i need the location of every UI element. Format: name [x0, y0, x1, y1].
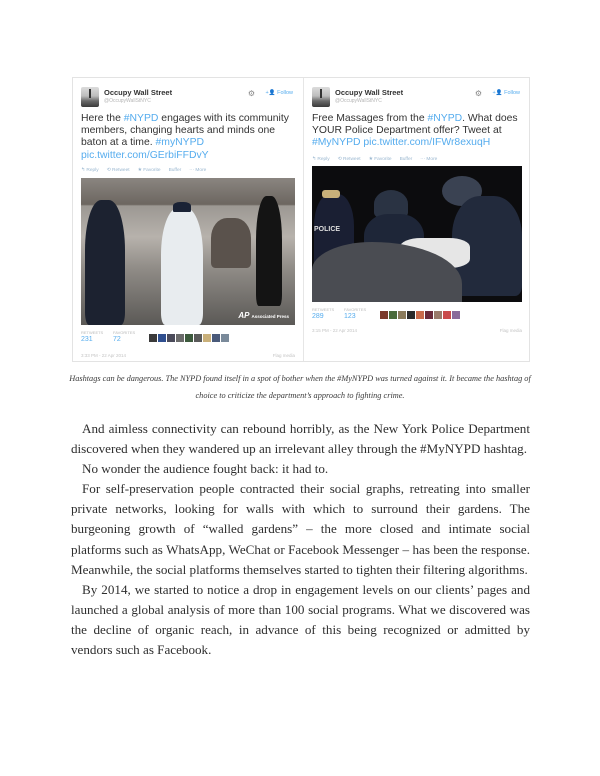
figure-caption: Hashtags can be dangerous. The NYPD found itself in a spot of bother when the #MyNYPD was turned against it. It became the hashtag of choice to criticize the department’s approach to fighting crime. — [69, 374, 531, 400]
favorite-icon: ★ — [368, 157, 375, 162]
paragraph: And aimless connectivity can rebound horribly, as the New York Police Department discovered when they wandered up an irrelevant alley through the #MyNYPD hashtag. — [71, 421, 530, 457]
retweets-label: RETWEETS — [81, 330, 104, 335]
avatar[interactable] — [312, 87, 330, 107]
action-favorite[interactable] — [369, 157, 392, 162]
tweet-header — [312, 87, 522, 109]
retweeter-avatar[interactable] — [221, 334, 229, 342]
follow-button[interactable] — [493, 90, 521, 96]
retweeter-avatar[interactable] — [167, 334, 175, 342]
account-handle: @OccupyWallStNYC — [335, 98, 382, 104]
tweet-actions — [312, 157, 445, 162]
action-label: Retweet — [111, 168, 130, 173]
hashtag-link[interactable]: #myNYPD — [155, 137, 205, 149]
reply-icon: ↰ — [81, 168, 87, 173]
hashtag-link[interactable]: #NYPD — [427, 113, 463, 124]
favorites-value: 72 — [113, 336, 121, 343]
paragraph: By 2014, we started to notice a drop in engagement levels on our clients’ pages and launched a global analysis of more than 100 social programs. What we discovered was the decline of organic reach, in advance of this being recognized or admitted by vendors such as Facebook. — [71, 581, 530, 658]
action-label: More — [195, 168, 207, 173]
action-label: Buffer — [168, 168, 182, 173]
action-label: Reply — [317, 157, 330, 162]
tweet-text-span: Free Massages from the — [312, 113, 428, 124]
pic-link[interactable]: pic.twitter.com/GErbiFFDvY — [81, 149, 209, 161]
tweet-photo[interactable] — [312, 166, 522, 302]
retweeter-avatar[interactable] — [149, 334, 157, 342]
retweeter-avatar[interactable] — [389, 311, 397, 319]
favorites-label: FAVORITES — [113, 330, 136, 335]
tweet-screenshot-figure — [72, 77, 530, 362]
retweet-count[interactable] — [81, 330, 103, 343]
tweet-card-right — [304, 78, 530, 361]
paragraph: No wonder the audience fought back: it had to. — [82, 461, 329, 477]
retweeter-avatar[interactable] — [380, 311, 388, 319]
tweet-text — [81, 113, 297, 162]
tweet-text-span: . What does YOUR Police Department offer? Tweet at — [312, 113, 518, 137]
photo-figure-officer — [161, 208, 203, 325]
retweeter-avatar[interactable] — [407, 311, 415, 319]
paragraph: For self-preservation people contracted their social graphs, retreating into smaller private networks, looking for walls with which to surround their gardens. The burgeoning growth of “walled gardens” – the more closed and intimate social platforms such as WhatsApp, WeChat or Facebook Messenger – has been the response. Meanwhile, the social platforms themselves started to tighten their filtering algorithms. — [71, 481, 530, 577]
action-buffer[interactable] — [169, 168, 182, 173]
action-buffer[interactable] — [400, 157, 413, 162]
tweet-timestamp[interactable]: 3:15 PM - 22 Apr 2014 — [312, 328, 358, 333]
ap-logo: AP Associated Press — [238, 311, 289, 320]
retweets-value: 231 — [81, 336, 93, 343]
account-handle: @OccupyWallStNYC — [104, 98, 151, 104]
follow-icon: +👤 — [265, 90, 278, 96]
photo-crowd — [211, 218, 251, 268]
action-more[interactable] — [420, 157, 437, 162]
retweet-icon: ⟲ — [337, 157, 343, 162]
action-favorite[interactable] — [138, 168, 161, 173]
action-reply[interactable] — [312, 157, 330, 162]
favorites-label: FAVORITES — [344, 307, 367, 312]
favorite-count[interactable] — [344, 307, 366, 320]
retweeter-avatar[interactable] — [203, 334, 211, 342]
follow-icon: +👤 — [492, 90, 505, 96]
tweet-header — [81, 87, 295, 109]
body-text — [71, 419, 530, 660]
tweet-timestamp[interactable]: 3:33 PM - 22 Apr 2014 — [81, 353, 127, 358]
pic-link[interactable]: pic.twitter.com/IFWr8exuqH — [363, 137, 491, 149]
hashtag-link[interactable]: #NYPD — [123, 113, 159, 124]
action-retweet[interactable] — [107, 168, 130, 173]
favorite-count[interactable] — [113, 330, 135, 343]
action-reply[interactable] — [81, 168, 99, 173]
tweet-footer — [81, 353, 295, 358]
retweeter-avatar[interactable] — [194, 334, 202, 342]
tweet-actions — [81, 168, 214, 173]
account-name[interactable]: Occupy Wall Street — [104, 88, 173, 97]
favorites-value: 123 — [344, 313, 356, 320]
action-label: Buffer — [399, 157, 413, 162]
action-label: More — [426, 157, 438, 162]
retweeter-avatar[interactable] — [185, 334, 193, 342]
tweet-stats — [81, 330, 295, 354]
retweeter-avatar[interactable] — [434, 311, 442, 319]
account-name[interactable]: Occupy Wall Street — [335, 88, 404, 97]
photo-officer-hat — [322, 190, 340, 198]
retweeter-avatar[interactable] — [398, 311, 406, 319]
retweeter-avatars — [149, 334, 229, 342]
retweeter-avatar[interactable] — [176, 334, 184, 342]
tweet-text-span: Here the — [81, 113, 124, 124]
retweeter-avatar[interactable] — [452, 311, 460, 319]
retweeter-avatar[interactable] — [425, 311, 433, 319]
more-icon: ⋯ — [420, 157, 427, 162]
action-more[interactable] — [189, 168, 206, 173]
retweeter-avatar[interactable] — [158, 334, 166, 342]
follow-label: Follow — [277, 90, 293, 96]
more-icon: ⋯ — [189, 168, 196, 173]
retweet-icon: ⟲ — [106, 168, 112, 173]
action-label: Reply — [86, 168, 99, 173]
retweeter-avatars — [380, 311, 460, 319]
tweet-photo[interactable] — [81, 178, 295, 325]
flag-media-link[interactable]: Flag media — [499, 328, 522, 333]
gear-icon[interactable]: ⚙ — [474, 89, 482, 98]
retweets-label: RETWEETS — [312, 307, 335, 312]
retweet-count[interactable] — [312, 307, 334, 320]
follow-label: Follow — [504, 90, 520, 96]
gear-icon[interactable]: ⚙ — [247, 89, 255, 98]
flag-media-link[interactable]: Flag media — [272, 353, 295, 358]
tweet-text-span: engages with its community members, changing hearts and minds one baton at a time. — [81, 113, 289, 149]
avatar[interactable] — [81, 87, 99, 107]
tweet-text — [312, 113, 524, 150]
action-label: Retweet — [342, 157, 361, 162]
reply-icon: ↰ — [312, 157, 318, 162]
favorite-icon: ★ — [137, 168, 144, 173]
photo-officer-cap — [173, 202, 191, 212]
retweets-value: 289 — [312, 313, 324, 320]
photo-figure-protester — [85, 200, 125, 325]
action-label: Favorite — [374, 157, 392, 162]
tweet-footer — [312, 328, 522, 333]
retweeter-avatar[interactable] — [212, 334, 220, 342]
action-retweet[interactable] — [338, 157, 361, 162]
retweeter-avatar[interactable] — [416, 311, 424, 319]
photo-figure-runner — [256, 196, 282, 306]
retweeter-avatar[interactable] — [443, 311, 451, 319]
tweet-card-left — [73, 78, 304, 361]
action-label: Favorite — [143, 168, 161, 173]
follow-button[interactable] — [266, 90, 294, 96]
police-lettering: POLICE — [314, 226, 341, 233]
hashtag-link[interactable]: #MyNYPD — [312, 137, 361, 149]
